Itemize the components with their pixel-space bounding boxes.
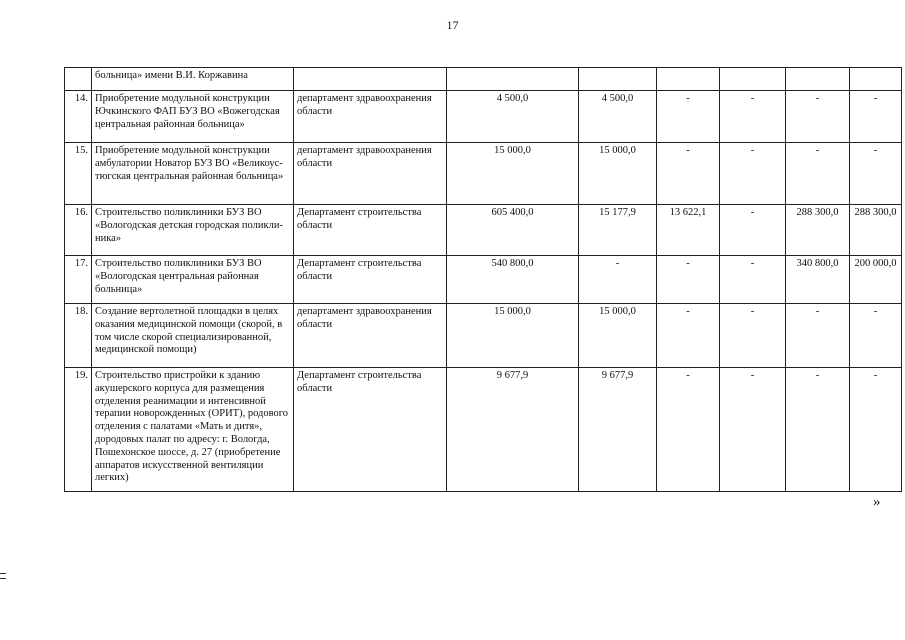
value-col-5: 288 300,0 — [786, 205, 850, 256]
value-col-3: - — [657, 91, 720, 143]
value-col-4: - — [720, 143, 786, 205]
table-row — [65, 91, 902, 143]
value-col-5: - — [786, 304, 850, 368]
value-col-4: - — [720, 205, 786, 256]
value-col-6 — [850, 68, 902, 91]
margin-mark — [0, 573, 6, 579]
measure-name: Приобретение модульной конструкции амбулатории Новатор БУЗ ВО «Великоус-тюгская центральная районная больница» — [92, 143, 294, 205]
value-col-5: - — [786, 368, 850, 492]
executor: департамент здравоохранения области — [294, 143, 447, 205]
value-col-6: - — [850, 368, 902, 492]
page-number: 17 — [446, 18, 459, 32]
executor: Департамент строительства области — [294, 368, 447, 492]
value-col-3: - — [657, 304, 720, 368]
table-row — [65, 205, 902, 256]
value-col-3 — [657, 68, 720, 91]
value-col-4 — [720, 68, 786, 91]
value-col-4: - — [720, 304, 786, 368]
executor: департамент здравоохранения области — [294, 91, 447, 143]
value-col-4: - — [720, 91, 786, 143]
row-number: 15. — [65, 143, 92, 205]
value-col-3: - — [657, 368, 720, 492]
executor: Департамент строительства области — [294, 205, 447, 256]
executor: Департамент строительства области — [294, 256, 447, 304]
table-row — [65, 143, 902, 205]
value-col-5: - — [786, 91, 850, 143]
value-col-6: 288 300,0 — [850, 205, 902, 256]
closing-quote-mark: » — [873, 494, 881, 510]
table-row — [65, 368, 902, 492]
executor — [294, 68, 447, 91]
value-total: 540 800,0 — [447, 256, 579, 304]
value-col-5: 340 800,0 — [786, 256, 850, 304]
value-col-2: 9 677,9 — [579, 368, 657, 492]
value-total — [447, 68, 579, 91]
value-col-4: - — [720, 256, 786, 304]
value-col-2: - — [579, 256, 657, 304]
table-row — [65, 256, 902, 304]
row-number: 14. — [65, 91, 92, 143]
value-col-5: - — [786, 143, 850, 205]
table-row — [65, 304, 902, 368]
value-col-6: - — [850, 304, 902, 368]
value-col-3: - — [657, 143, 720, 205]
executor: департамент здравоохранения области — [294, 304, 447, 368]
value-col-6: - — [850, 91, 902, 143]
measure-name: Строительство поликлиники БУЗ ВО «Вологодская детская городская поликли-ника» — [92, 205, 294, 256]
measure-name: Приобретение модульной конструкции Ючкинского ФАП БУЗ ВО «Вожегодская центральная районная больница» — [92, 91, 294, 143]
value-col-2: 15 000,0 — [579, 304, 657, 368]
measure-name: Строительство поликлиники БУЗ ВО «Вологодская центральная районная больница» — [92, 256, 294, 304]
row-number: 18. — [65, 304, 92, 368]
value-col-5 — [786, 68, 850, 91]
row-number: 19. — [65, 368, 92, 492]
value-col-2: 4 500,0 — [579, 91, 657, 143]
value-total: 9 677,9 — [447, 368, 579, 492]
value-total: 15 000,0 — [447, 304, 579, 368]
value-col-6: 200 000,0 — [850, 256, 902, 304]
measure-name: Строительство пристройки к зданию акушерского корпуса для размещения отделения реанимации и интенсивной терапии новорожденных (ОРИТ), родового отделения с палатами «Мать и дитя», дородовых палат по адресу: г. Вологда, Пошехонское шоссе, д. 27 (приобретение аппаратов искусственной вентиляции легких) — [92, 368, 294, 492]
value-total: 4 500,0 — [447, 91, 579, 143]
value-col-4: - — [720, 368, 786, 492]
value-col-6: - — [850, 143, 902, 205]
budget-table — [64, 67, 902, 492]
value-col-2 — [579, 68, 657, 91]
value-total: 15 000,0 — [447, 143, 579, 205]
row-number: 16. — [65, 205, 92, 256]
value-col-3: - — [657, 256, 720, 304]
measure-name: больница» имени В.И. Коржавина — [92, 68, 294, 91]
row-number: 17. — [65, 256, 92, 304]
table-row — [65, 68, 902, 91]
row-number — [65, 68, 92, 91]
value-col-3: 13 622,1 — [657, 205, 720, 256]
measure-name: Создание вертолетной площадки в целях оказания медицинской помощи (скорой, в том числе скорой специализированной, медицинской помощи) — [92, 304, 294, 368]
value-total: 605 400,0 — [447, 205, 579, 256]
value-col-2: 15 177,9 — [579, 205, 657, 256]
value-col-2: 15 000,0 — [579, 143, 657, 205]
